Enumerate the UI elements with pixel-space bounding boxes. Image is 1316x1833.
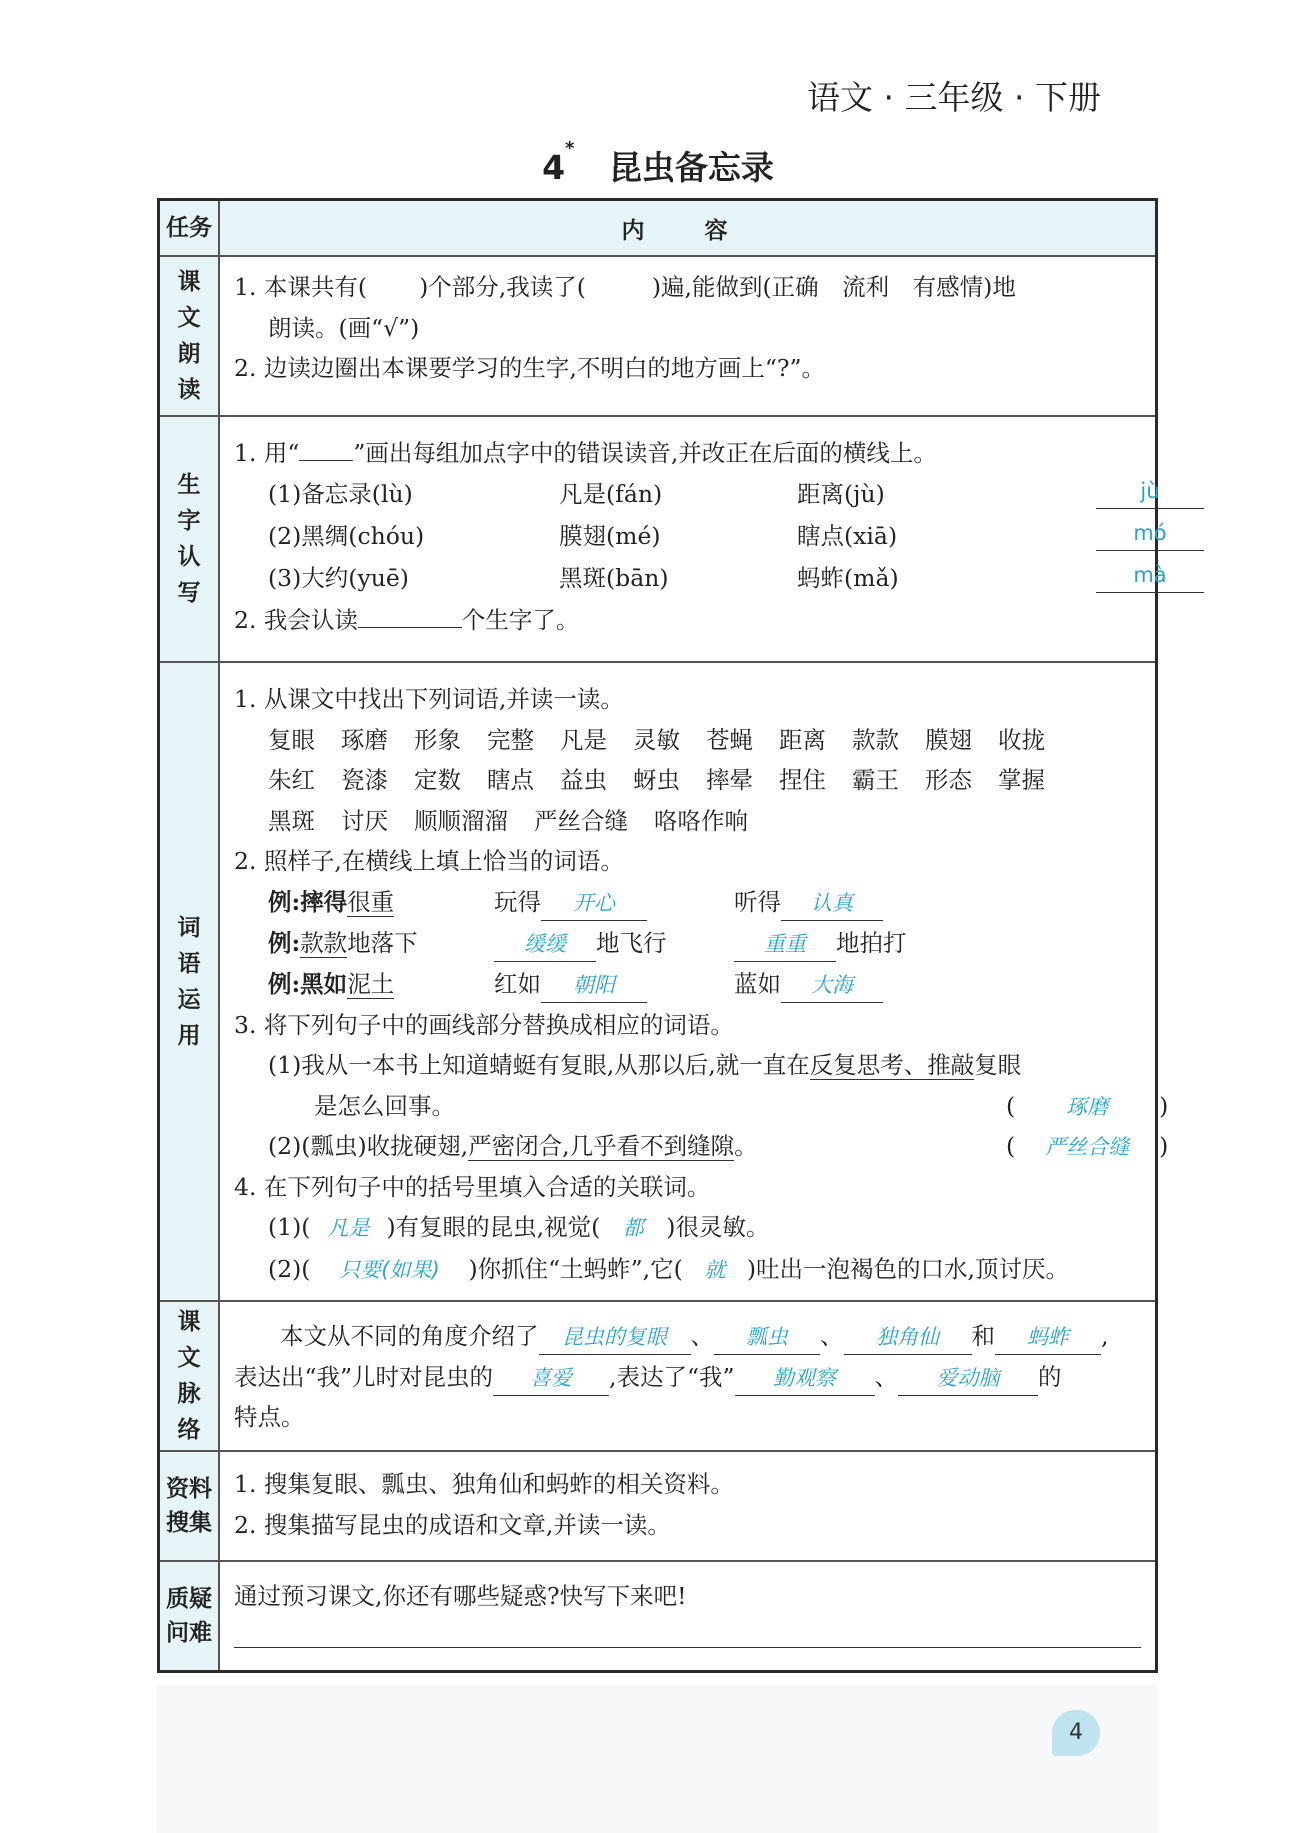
preview-table (157, 198, 1169, 1673)
count-blank[interactable] (358, 627, 462, 628)
mailuo-line-1: 本文从不同的角度介绍了 昆虫的复眼 、 瓢虫 、 独角仙 和 蚂蚱 , (234, 1316, 1143, 1357)
zhiyi-line-1: 通过预习课文,你还有哪些疑惑?快写下来吧! (234, 1582, 687, 1610)
ciyu-q3: 3. 将下列句子中的画线部分替换成相应的词语。 (234, 1010, 734, 1039)
task-mailuo: 课文脉络 (159, 1301, 220, 1451)
footer-band (157, 1685, 1158, 1833)
ciyu-r2: (2)( 只要(如果) )你抓住“土蚂蚱”,它( 就 )吐出一泡褐色的口水,顶讨厌。 (268, 1254, 1069, 1283)
section-shengzi (219, 416, 1167, 662)
section-kewen (219, 256, 1157, 416)
task-shengzi: 生字认写 (159, 416, 220, 662)
ziliao-line-1: 1. 搜集复眼、瓢虫、独角仙和蚂蚱的相关资料。 (234, 1470, 734, 1498)
ciyu-words-3: 黑斑 讨厌 顺顺溜溜 严丝合缝 咯咯作响 (268, 806, 748, 835)
answer-2[interactable]: mó (1096, 516, 1204, 551)
ciyu-q4: 4. 在下列句子中的括号里填入合适的关联词。 (234, 1172, 711, 1201)
shengzi-row-1: (1)备忘录(lù) 凡是(fán) 距离(jù) jù (234, 474, 1143, 516)
ciyu-ex-row-2: 例:款款地落下 缓缓 地飞行 重重 地拍打 (234, 923, 1143, 964)
lesson-number: 4 (542, 148, 566, 187)
head-content: 内 容 (219, 200, 1157, 257)
task-ciyu: 词语运用 (159, 662, 220, 1301)
ciyu-q2: 2. 照样子,在横线上填上恰当的词语。 (234, 847, 624, 875)
mailuo-line-2: 表达出“我”儿时对昆虫的 喜爱 ,表达了“我” 勤观察 、 爱动脑 的 (234, 1357, 1143, 1398)
ciyu-r1: (1)( 凡是 )有复眼的昆虫,视觉( 都 )很灵敏。 (268, 1213, 770, 1241)
ziliao-line-2: 2. 搜集描写昆虫的成语和文章,并读一读。 (234, 1510, 671, 1539)
task-ziliao: 资料搜集 (159, 1451, 220, 1561)
lesson-star: * (565, 138, 575, 159)
ciyu-s1: (1)我从一本书上知道蜻蜓有复眼,从那以后,就一直在反复思考、推敲复眼 (268, 1051, 1022, 1079)
section-mailuo (219, 1301, 1157, 1451)
ciyu-words-2: 朱红 瓷漆 定数 瞎点 益虫 蚜虫 摔晕 捏住 霸王 形态 掌握 (268, 766, 1045, 794)
page-number: 4 (1052, 1710, 1100, 1756)
shengzi-row-3: (3)大约(yuē) 黑斑(bān) 蚂蚱(mǎ) mà (234, 558, 1143, 600)
head-task: 任务 (159, 200, 220, 257)
page-header: 语文 · 三年级 · 下册 (807, 78, 1101, 117)
task-zhiyi: 质疑问难 (159, 1561, 220, 1672)
mailuo-line-3: 特点。 (234, 1403, 305, 1431)
kewen-line-2: 2. 边读边圈出本课要学习的生字,不明白的地方画上“?”。 (234, 354, 825, 382)
answer-3[interactable]: mà (1096, 558, 1204, 593)
section-zhiyi (219, 1561, 1157, 1672)
ciyu-q1: 1. 从课文中找出下列词语,并读一读。 (234, 685, 624, 713)
lesson-title (0, 138, 1316, 189)
kewen-line-1: 1. 本课共有( )个部分,我读了( )遍,能做到(正确 流利 有感情)地 (234, 273, 1016, 301)
ciyu-words-1: 复眼 琢磨 形象 完整 凡是 灵敏 苍蝇 距离 款款 膜翅 收拢 (268, 725, 1045, 754)
section-ziliao (219, 1451, 1157, 1561)
ciyu-s2: (2)(瓢虫)收拢硬翅,严密闭合,几乎看不到缝隙。 ( 严丝合缝 ) (268, 1132, 1169, 1160)
ciyu-ex-row-3: 例:黑如泥土 红如 朝阳 蓝如 大海 (234, 964, 1143, 1005)
zhiyi-write-line[interactable] (234, 1617, 1141, 1648)
answer-1[interactable]: jù (1096, 474, 1204, 509)
kewen-line-1b: 朗读。(画“√”) (268, 313, 420, 342)
shengzi-line-1: 1. 用“ ”画出每组加点字中的错误读音,并改正在后面的横线上。 (234, 439, 937, 467)
task-kewen: 课文朗读 (159, 256, 220, 416)
section-ciyu (219, 662, 1169, 1301)
shengzi-line-2: 2. 我会认读 个生字了。 (234, 605, 580, 634)
ciyu-ex-row-1: 例:摔得很重 玩得 开心 听得 认真 (234, 882, 1143, 923)
ciyu-s1-cont: 是怎么回事。 ( 琢磨 ) (314, 1091, 1169, 1120)
lesson-name: 昆虫备忘录 (608, 148, 774, 187)
shengzi-row-2: (2)黑绸(chóu) 膜翅(mé) 瞎点(xiā) mó (234, 516, 1143, 558)
